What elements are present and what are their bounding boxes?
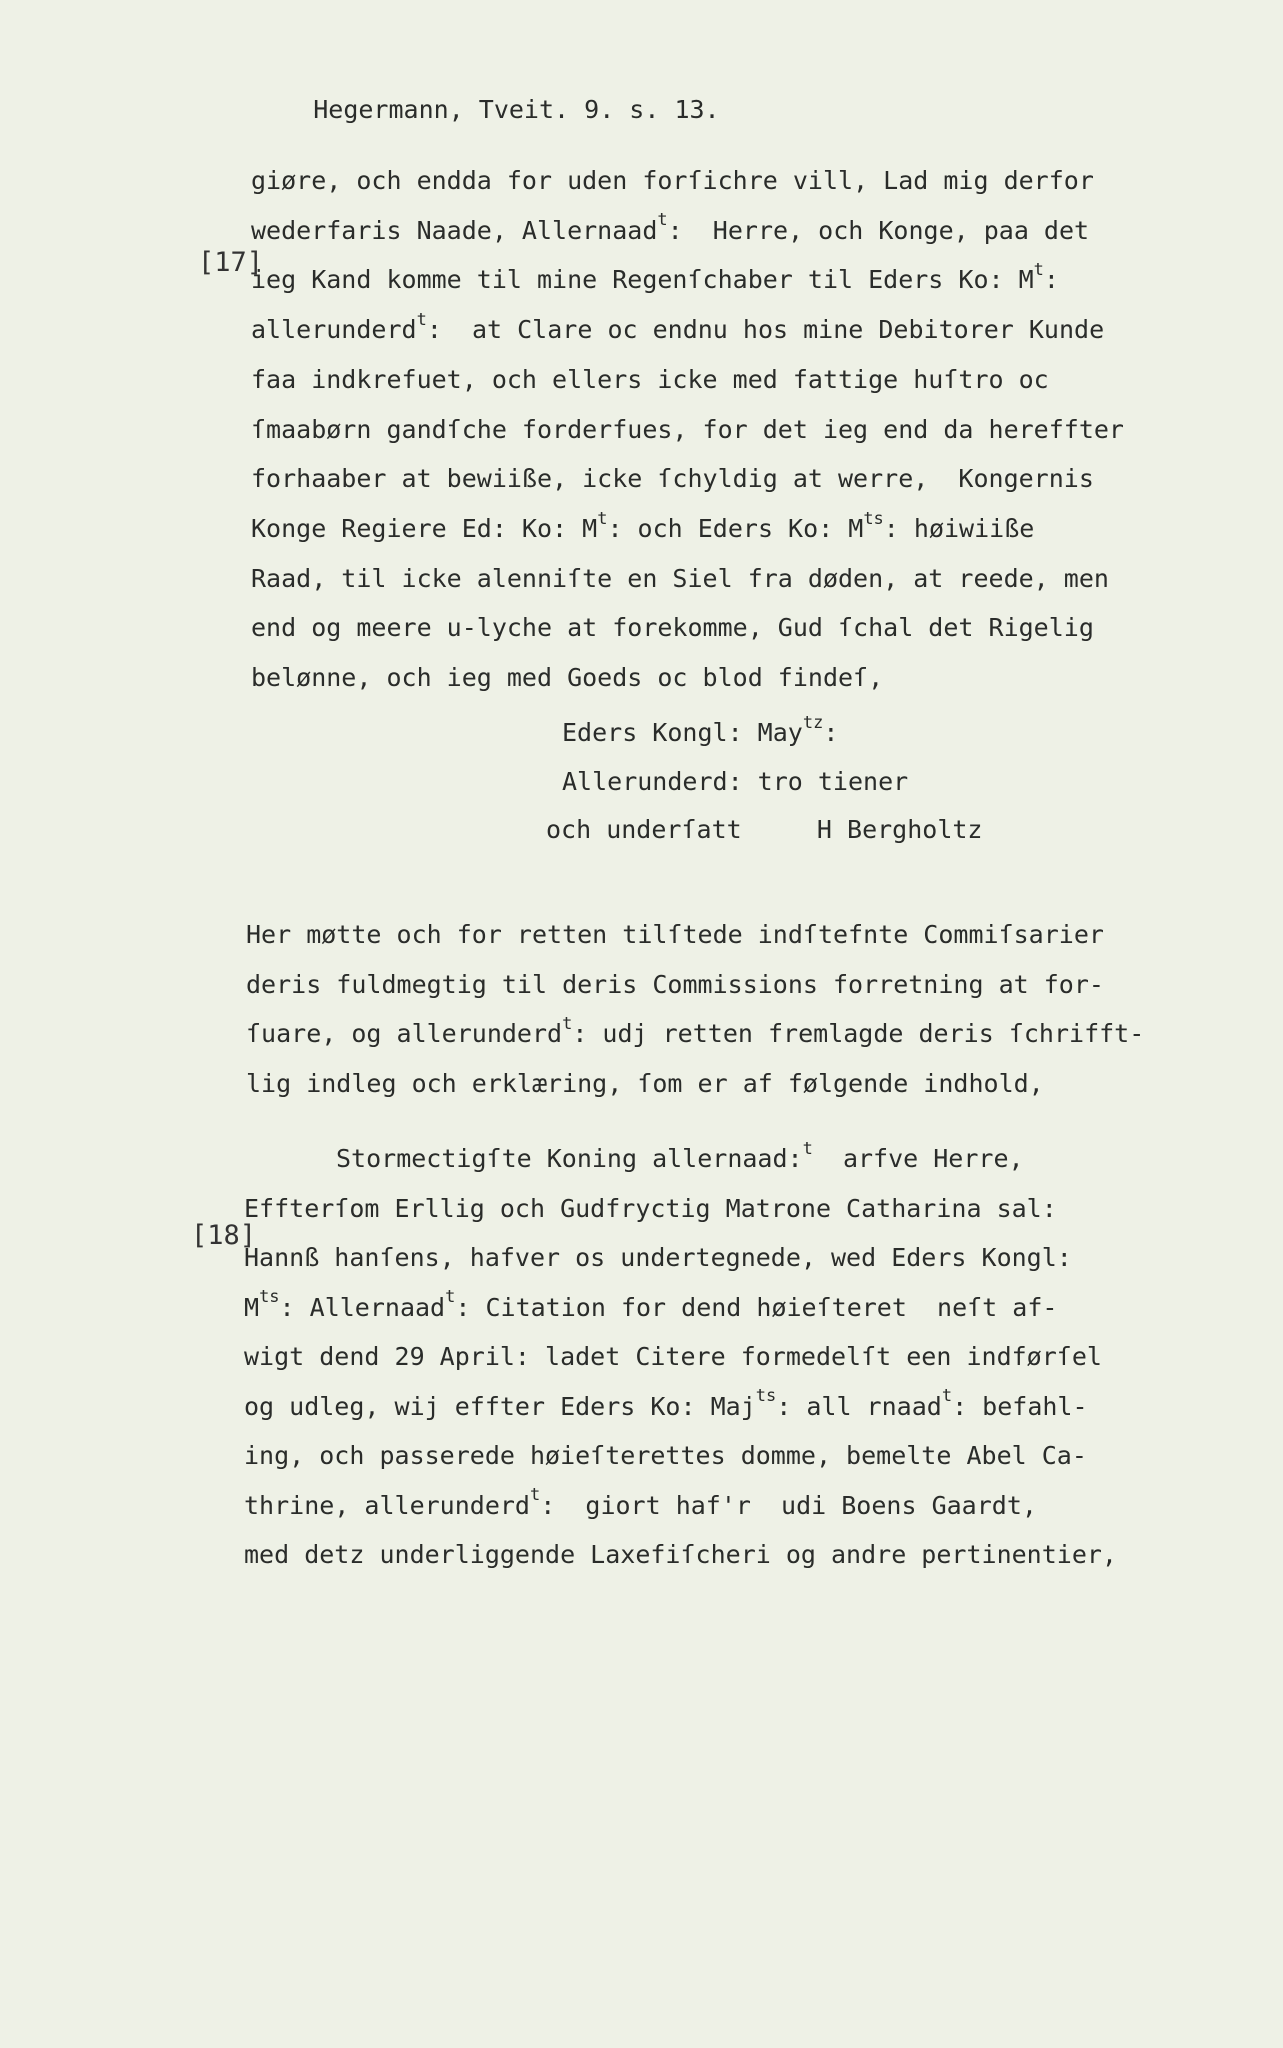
text-run: ieg Kand komme til mine Regenſchaber til Eders Ko: M: [251, 265, 1034, 295]
superscript: t: [562, 1013, 573, 1034]
superscript: t: [445, 1287, 456, 1308]
text-run: : Citation for dend høieſteret neſt af-: [455, 1292, 1058, 1322]
text-run: allerunderd: [251, 315, 417, 345]
text-line: [244, 1193, 1057, 1225]
superscript: t: [657, 210, 668, 231]
text-run: giøre, och endda for uden forſichre vill, Lad mig derfor: [251, 166, 1094, 195]
text-line: [251, 463, 1094, 495]
text-run: med detz underliggende Laxefiſcheri og andre pertinentier,: [244, 1540, 1117, 1569]
text-line: [246, 1013, 1145, 1050]
text-line: [546, 814, 983, 846]
superscript: t: [941, 1386, 953, 1407]
superscript: tz: [802, 712, 824, 733]
superscript: t: [1033, 260, 1044, 281]
text-run: : giort haf'r udi Boens Gaardt,: [540, 1490, 1037, 1520]
text-line: [244, 1539, 1117, 1571]
superscript: ts: [863, 508, 884, 529]
text-run: faa indkrefuet, och ellers icke med fattige huſtro oc: [251, 364, 1049, 394]
text-run: :: [1043, 265, 1059, 295]
text-run: : udj retten fremlagde deris ſchrifft-: [572, 1019, 1145, 1048]
page-header: Hegermann, Tveit. 9. s. 13.: [313, 95, 720, 124]
text-line: [246, 919, 1104, 951]
text-run: Allerunderd: tro tiener: [562, 766, 909, 796]
text-run: og udleg, wij effter Eders Ko: Maj: [244, 1391, 756, 1421]
text-run: Effterſom Erllig och Gudfryctig Matrone Catharina sal:: [244, 1193, 1057, 1223]
text-run: : all rnaad: [776, 1391, 942, 1421]
text-run: och underſatt H Bergholtz: [546, 815, 983, 844]
text-run: forhaaber at bewiiße, icke ſchyldig at werre, Kongernis: [251, 464, 1094, 494]
text-line: [251, 210, 1090, 247]
text-line: [251, 563, 1109, 595]
text-run: belønne, och ieg med Goeds oc blod findeſ,: [251, 663, 884, 692]
text-run: thrine, allerunderd: [244, 1490, 530, 1520]
text-run: : och Eders Ko: M: [607, 513, 864, 543]
text-line: [562, 712, 839, 749]
text-run: : Allernaad: [279, 1292, 446, 1322]
text-run: end og meere u-lyche at forekomme, Gud ſchal det Rigelig: [251, 613, 1094, 643]
superscript: t: [802, 1138, 813, 1159]
text-run: Her møtte och for retten tilſtede indſtefnte Commiſsarier: [246, 920, 1104, 949]
text-run: Hannß hanſens, hafver os undertegnede, wed Eders Kongl:: [244, 1243, 1072, 1272]
text-run: Konge Regiere Ed: Ko: M: [251, 513, 598, 543]
margin-number-18: [18]: [191, 1220, 257, 1251]
text-run: : at Clare oc endnu hos mine Debitorer Kunde: [426, 315, 1105, 345]
superscript: t: [416, 309, 427, 330]
text-run: ſmaabørn gandſche forderfues, for det ieg end da hereffter: [251, 414, 1124, 444]
text-run: ſuare, og allerunderd: [246, 1019, 563, 1048]
text-line: [251, 165, 1094, 197]
text-line: [251, 508, 1035, 545]
text-line: [251, 364, 1049, 396]
text-run: ing, och passerede høieſterettes domme, bemelte Abel Ca-: [244, 1441, 1087, 1470]
text-line: [251, 260, 1059, 296]
text-line: [244, 1242, 1072, 1274]
text-run: M: [244, 1292, 260, 1322]
text-run: deris fuldmegtig til deris Commissions forretning at for-: [246, 969, 1104, 999]
text-line: [562, 766, 908, 798]
margin-number-17: [17]: [198, 247, 264, 278]
text-line: [244, 1485, 1037, 1522]
text-line: [244, 1386, 1088, 1423]
text-line: [251, 612, 1094, 644]
text-line: [244, 1341, 1102, 1373]
text-line: [246, 969, 1104, 1001]
text-run: arfve Herre,: [812, 1144, 1024, 1173]
text-line: [251, 662, 883, 694]
text-run: : befahl-: [952, 1391, 1088, 1421]
superscript: t: [529, 1485, 541, 1506]
text-run: Eders Kongl: May: [562, 718, 803, 747]
text-run: lig indleg och erklæring, ſom er af følgende indhold,: [246, 1068, 1044, 1098]
text-run: wederfaris Naade, Allernaad: [251, 215, 658, 245]
text-run: : høiwiiße: [883, 513, 1035, 543]
text-line: [244, 1287, 1058, 1324]
superscript: ts: [755, 1386, 777, 1407]
text-line: [246, 1068, 1044, 1100]
text-line: [336, 1138, 1024, 1175]
superscript: t: [597, 508, 608, 529]
text-line: [244, 1440, 1087, 1472]
text-run: :: [823, 718, 839, 747]
text-run: Stormectigſte Koning allernaad:: [336, 1144, 803, 1173]
superscript: ts: [259, 1287, 280, 1308]
text-line: [251, 309, 1105, 346]
text-run: wigt dend 29 April: ladet Citere formedelſt een indførſel: [244, 1342, 1102, 1371]
text-run: Raad, til icke alenniſte en Siel fra døden, at reede, men: [251, 563, 1109, 593]
text-run: : Herre, och Konge, paa det: [667, 215, 1090, 245]
text-line: [251, 414, 1124, 446]
